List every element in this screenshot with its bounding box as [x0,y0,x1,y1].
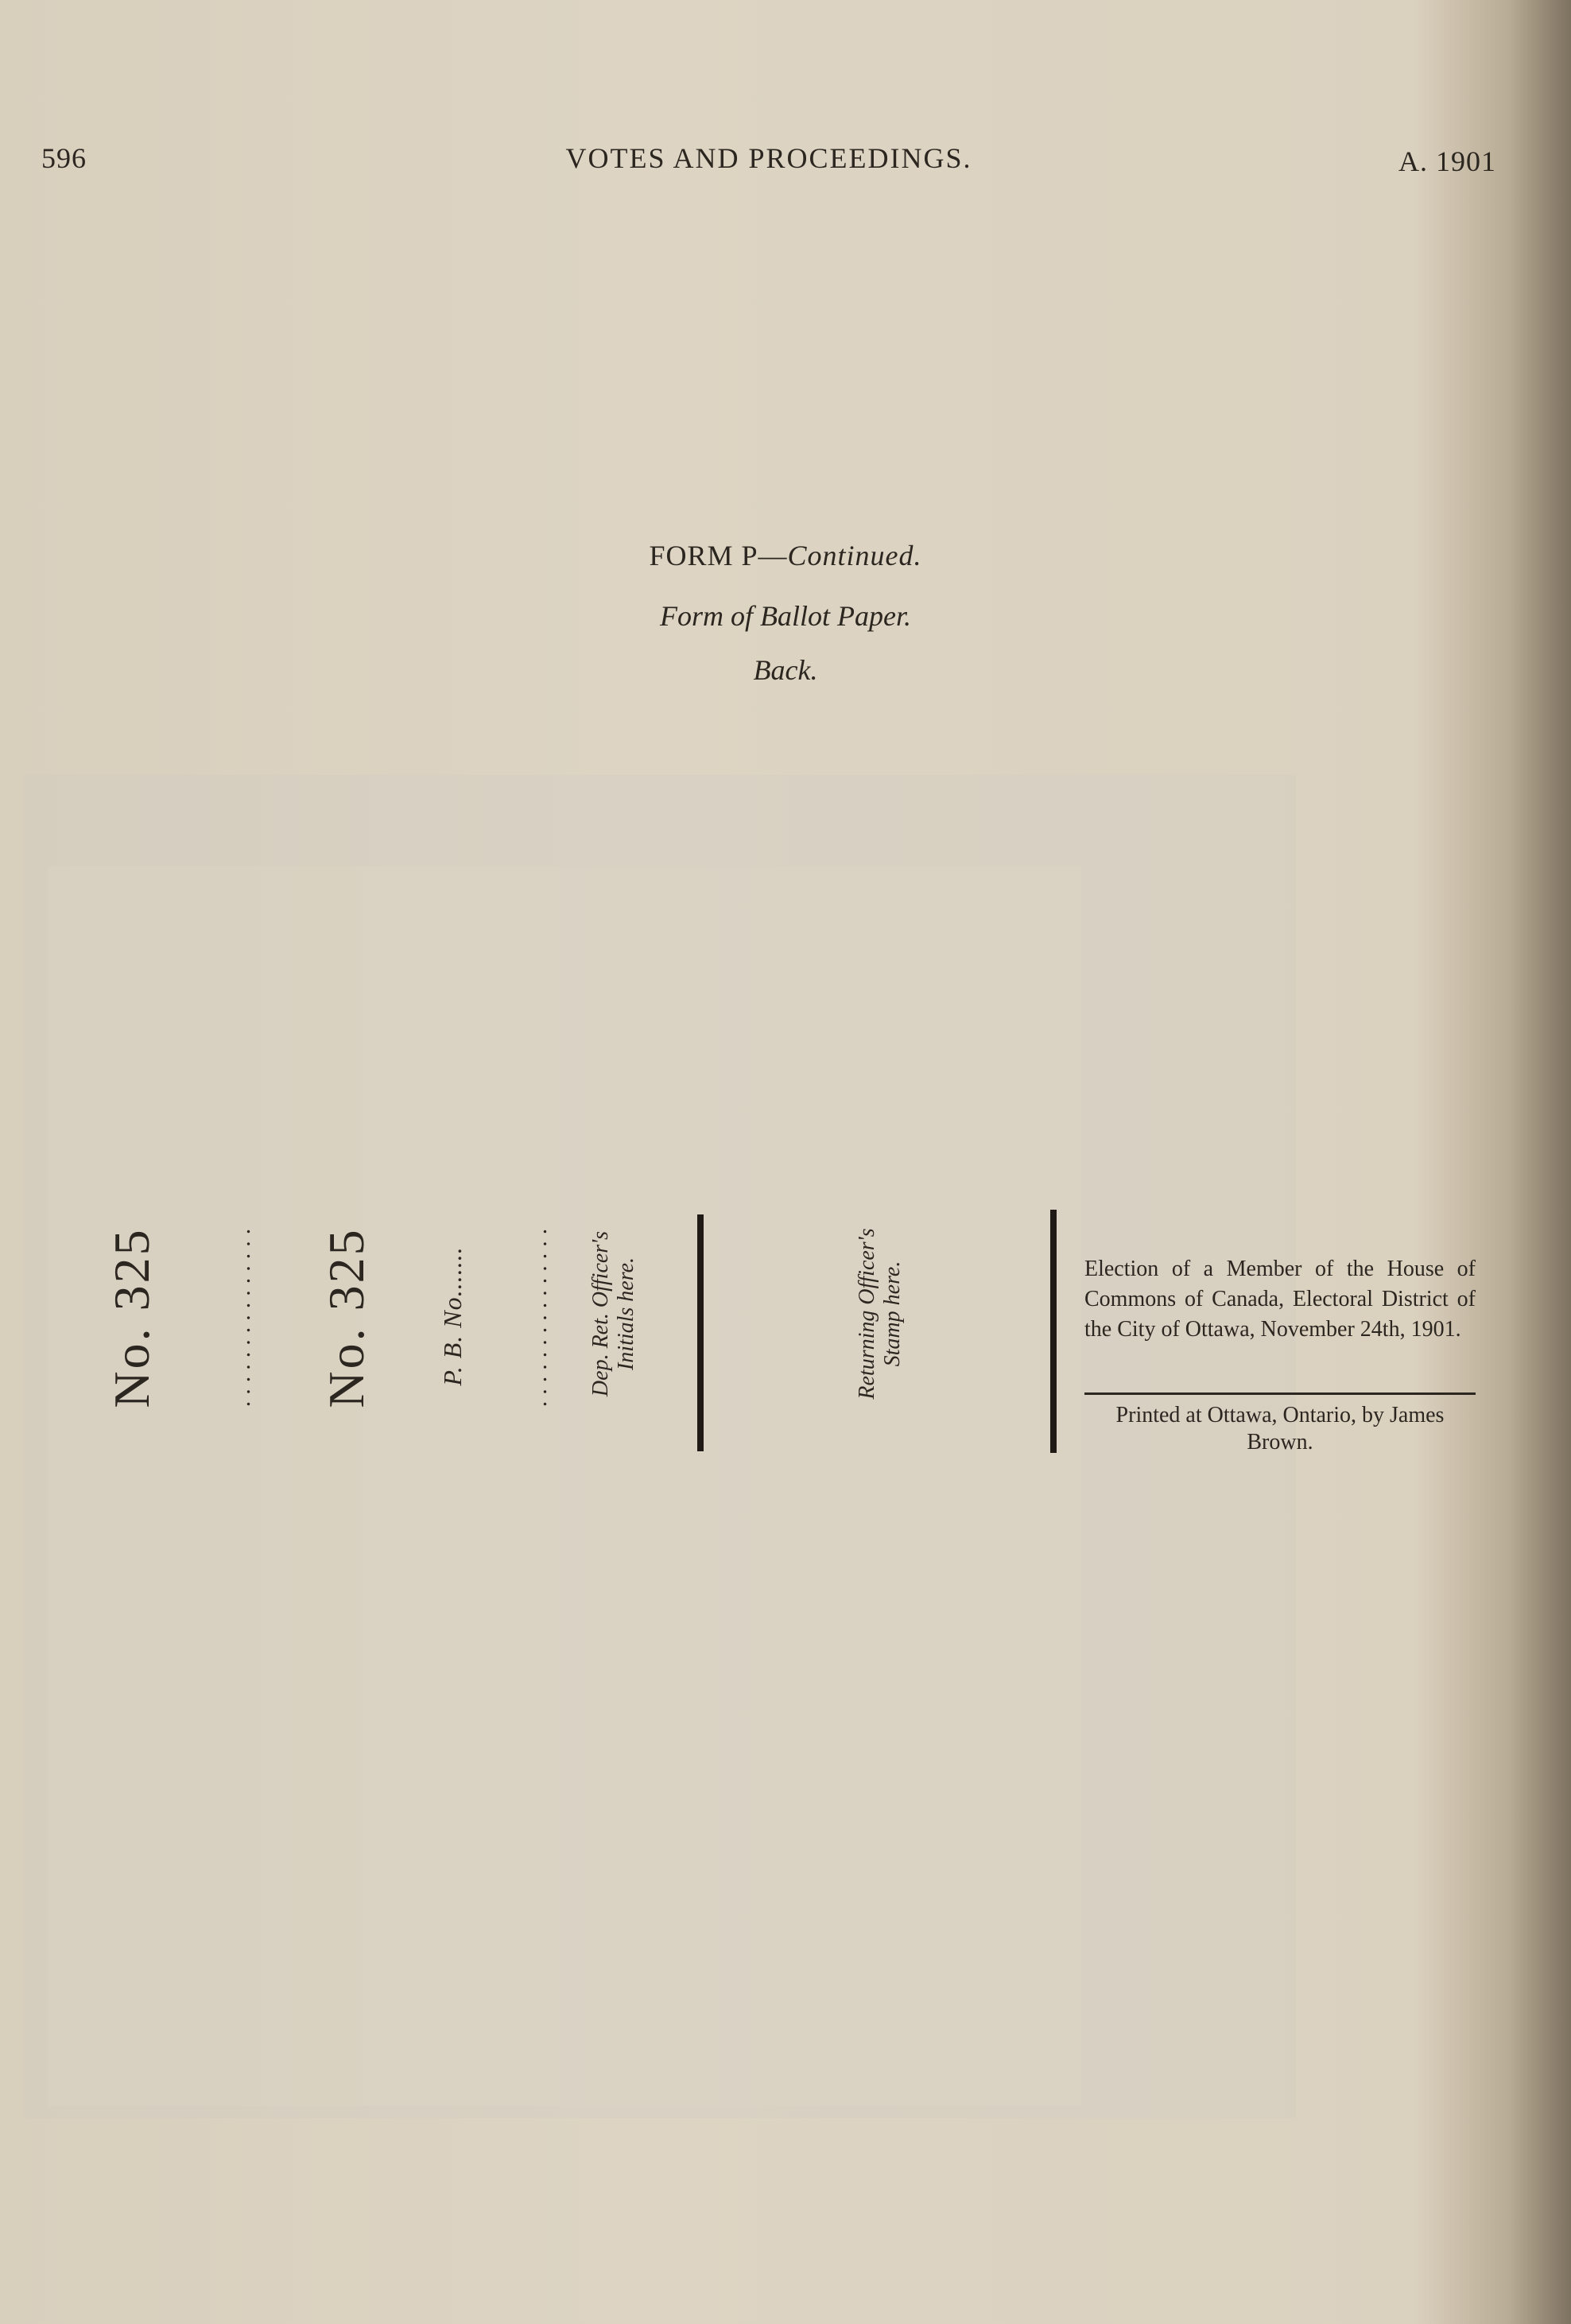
election-description: Election of a Member of the House of Commons of Canada, Electoral District of the City of Ottawa, November 24th, 1901. [1084,1257,1476,1342]
form-subtitle: Form of Ballot Paper. [660,600,911,632]
deputy-initials-line1: Dep. Ret. Officer's [588,1230,613,1397]
counterfoil-dots: ............... [229,1222,255,1408]
returning-stamp-line2: Stamp here. [880,1261,905,1367]
deputy-initials-label [588,1195,644,1433]
perforation-rule-left [697,1214,704,1451]
counterfoil-number: No. 325 [103,1227,160,1408]
bleed-through-shadow-inner [48,866,1081,2106]
perforation-rule-right [1050,1210,1057,1453]
running-header [41,141,1496,181]
stub-dots: ............... [526,1222,552,1408]
form-side: Back. [753,654,818,686]
polling-booth-number: P. B. No....... [438,1246,467,1386]
page-number: 596 [41,142,87,174]
form-label: FORM P— [649,540,788,571]
deputy-initials-line2: Initials here. [614,1257,638,1371]
form-heading [0,539,1571,572]
session-year: A. 1901 [1398,145,1496,177]
imprint-divider [1084,1392,1476,1395]
returning-stamp-label [855,1195,910,1433]
returning-stamp-line1: Returning Officer's [855,1228,879,1400]
running-title: VOTES AND PROCEEDINGS. [565,142,972,174]
form-continued: Continued. [787,540,922,571]
printer-imprint: Printed at Ottawa, Ontario, by James Brown. [1115,1403,1445,1454]
stub-number: No. 325 [318,1227,374,1408]
